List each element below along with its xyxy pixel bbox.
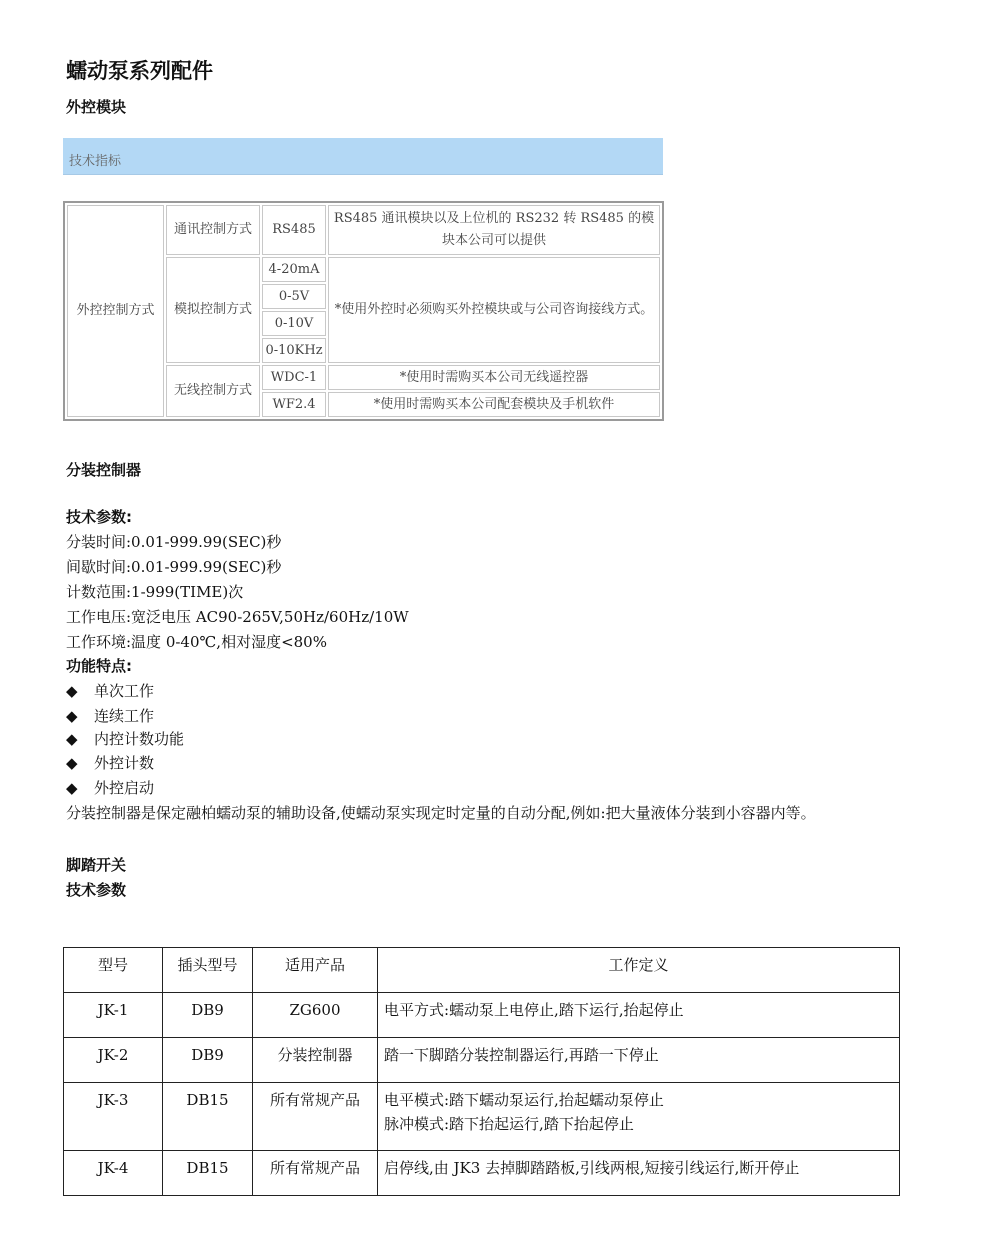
model-cell: JK-1 — [64, 993, 163, 1038]
model-cell: JK-4 — [64, 1151, 163, 1196]
wireless-value: WF2.4 — [262, 392, 326, 417]
feature-item — [66, 729, 184, 749]
wireless-desc: *使用时需购买本公司配套模块及手机软件 — [328, 392, 660, 417]
plug-cell: DB15 — [163, 1083, 253, 1151]
definition-cell — [378, 1151, 900, 1196]
param-line: 工作环境:温度 0-40℃,相对湿度<80% — [66, 633, 327, 651]
feature-item — [66, 778, 154, 798]
comm-value: RS485 — [262, 205, 326, 255]
definition-line: 踏一下脚踏分装控制器运行,再踏一下停止 — [384, 1046, 659, 1064]
column-header: 型号 — [64, 948, 163, 993]
plug-cell: DB15 — [163, 1151, 253, 1196]
summary-text: 分装控制器是保定融柏蠕动泵的辅助设备,使蠕动泵实现定时定量的自动分配,例如:把大量液体分装到小容器内等。 — [66, 804, 816, 822]
feature-label: 外控启动 — [94, 779, 155, 797]
feature-item — [66, 706, 154, 726]
table-row — [64, 1151, 900, 1196]
feature-item — [66, 681, 154, 701]
foot-switch-table — [63, 947, 900, 1196]
product-cell: 所有常规产品 — [253, 1083, 378, 1151]
product-cell: 所有常规产品 — [253, 1151, 378, 1196]
analog-value: 0-5V — [262, 284, 326, 309]
features-heading: 功能特点: — [66, 657, 132, 675]
wireless-desc: *使用时需购买本公司无线遥控器 — [328, 365, 660, 390]
params-heading: 技术参数: — [66, 508, 132, 526]
analog-value: 0-10KHz — [262, 338, 326, 363]
definition-line: 电平模式:踏下蠕动泵运行,抬起蠕动泵停止 — [384, 1091, 664, 1109]
diamond-bullet-icon: ◆ — [66, 707, 78, 725]
model-cell: JK-3 — [64, 1083, 163, 1151]
wireless-label: 无线控制方式 — [166, 365, 260, 417]
definition-line: 脉冲模式:踏下抬起运行,踏下抬起停止 — [384, 1115, 634, 1133]
definition-line: 电平方式:蠕动泵上电停止,踏下运行,抬起停止 — [384, 1001, 684, 1019]
page-title: 蠕动泵系列配件 — [66, 59, 213, 83]
section-heading-dispensing-controller: 分装控制器 — [66, 461, 142, 479]
section-heading-external-module: 外控模块 — [66, 98, 127, 116]
feature-label: 连续工作 — [94, 707, 155, 725]
feature-label: 内控计数功能 — [94, 730, 185, 748]
definition-cell — [378, 993, 900, 1038]
table-row — [64, 1038, 900, 1083]
feature-item — [66, 753, 154, 773]
analog-desc: *使用外控时必须购买外控模块或与公司咨询接线方式。 — [328, 257, 660, 363]
table-row — [64, 993, 900, 1038]
column-header: 适用产品 — [253, 948, 378, 993]
product-cell: 分装控制器 — [253, 1038, 378, 1083]
foot-switch-params-heading: 技术参数 — [66, 881, 127, 899]
diamond-bullet-icon: ◆ — [66, 682, 78, 700]
comm-desc: RS485 通讯模块以及上位机的 RS232 转 RS485 的模块本公司可以提供 — [328, 205, 660, 255]
comm-label: 通讯控制方式 — [166, 205, 260, 255]
analog-value: 0-10V — [262, 311, 326, 336]
param-line: 工作电压:宽泛电压 AC90-265V,50Hz/60Hz/10W — [66, 608, 409, 626]
param-line: 计数范围:1-999(TIME)次 — [66, 583, 244, 601]
definition-cell — [378, 1083, 900, 1151]
model-cell: JK-2 — [64, 1038, 163, 1083]
diamond-bullet-icon: ◆ — [66, 754, 78, 772]
diamond-bullet-icon: ◆ — [66, 779, 78, 797]
diamond-bullet-icon: ◆ — [66, 730, 78, 748]
main-control-label: 外控控制方式 — [67, 205, 164, 417]
plug-cell: DB9 — [163, 993, 253, 1038]
column-header: 插头型号 — [163, 948, 253, 993]
analog-value: 4-20mA — [262, 257, 326, 282]
spec-header-bar — [63, 138, 663, 175]
param-line: 分装时间:0.01-999.99(SEC)秒 — [66, 533, 282, 551]
external-control-table — [63, 201, 664, 421]
param-line: 间歇时间:0.01-999.99(SEC)秒 — [66, 558, 282, 576]
column-header: 工作定义 — [378, 948, 900, 993]
table-row — [64, 1083, 900, 1151]
definition-cell — [378, 1038, 900, 1083]
product-cell: ZG600 — [253, 993, 378, 1038]
wireless-value: WDC-1 — [262, 365, 326, 390]
feature-label: 外控计数 — [94, 754, 155, 772]
section-heading-foot-switch: 脚踏开关 — [66, 856, 127, 874]
spec-header-label: 技术指标 — [69, 154, 122, 169]
analog-label: 模拟控制方式 — [166, 257, 260, 363]
definition-line: 启停线,由 JK3 去掉脚踏踏板,引线两根,短接引线运行,断开停止 — [384, 1159, 800, 1177]
plug-cell: DB9 — [163, 1038, 253, 1083]
feature-label: 单次工作 — [94, 682, 155, 700]
